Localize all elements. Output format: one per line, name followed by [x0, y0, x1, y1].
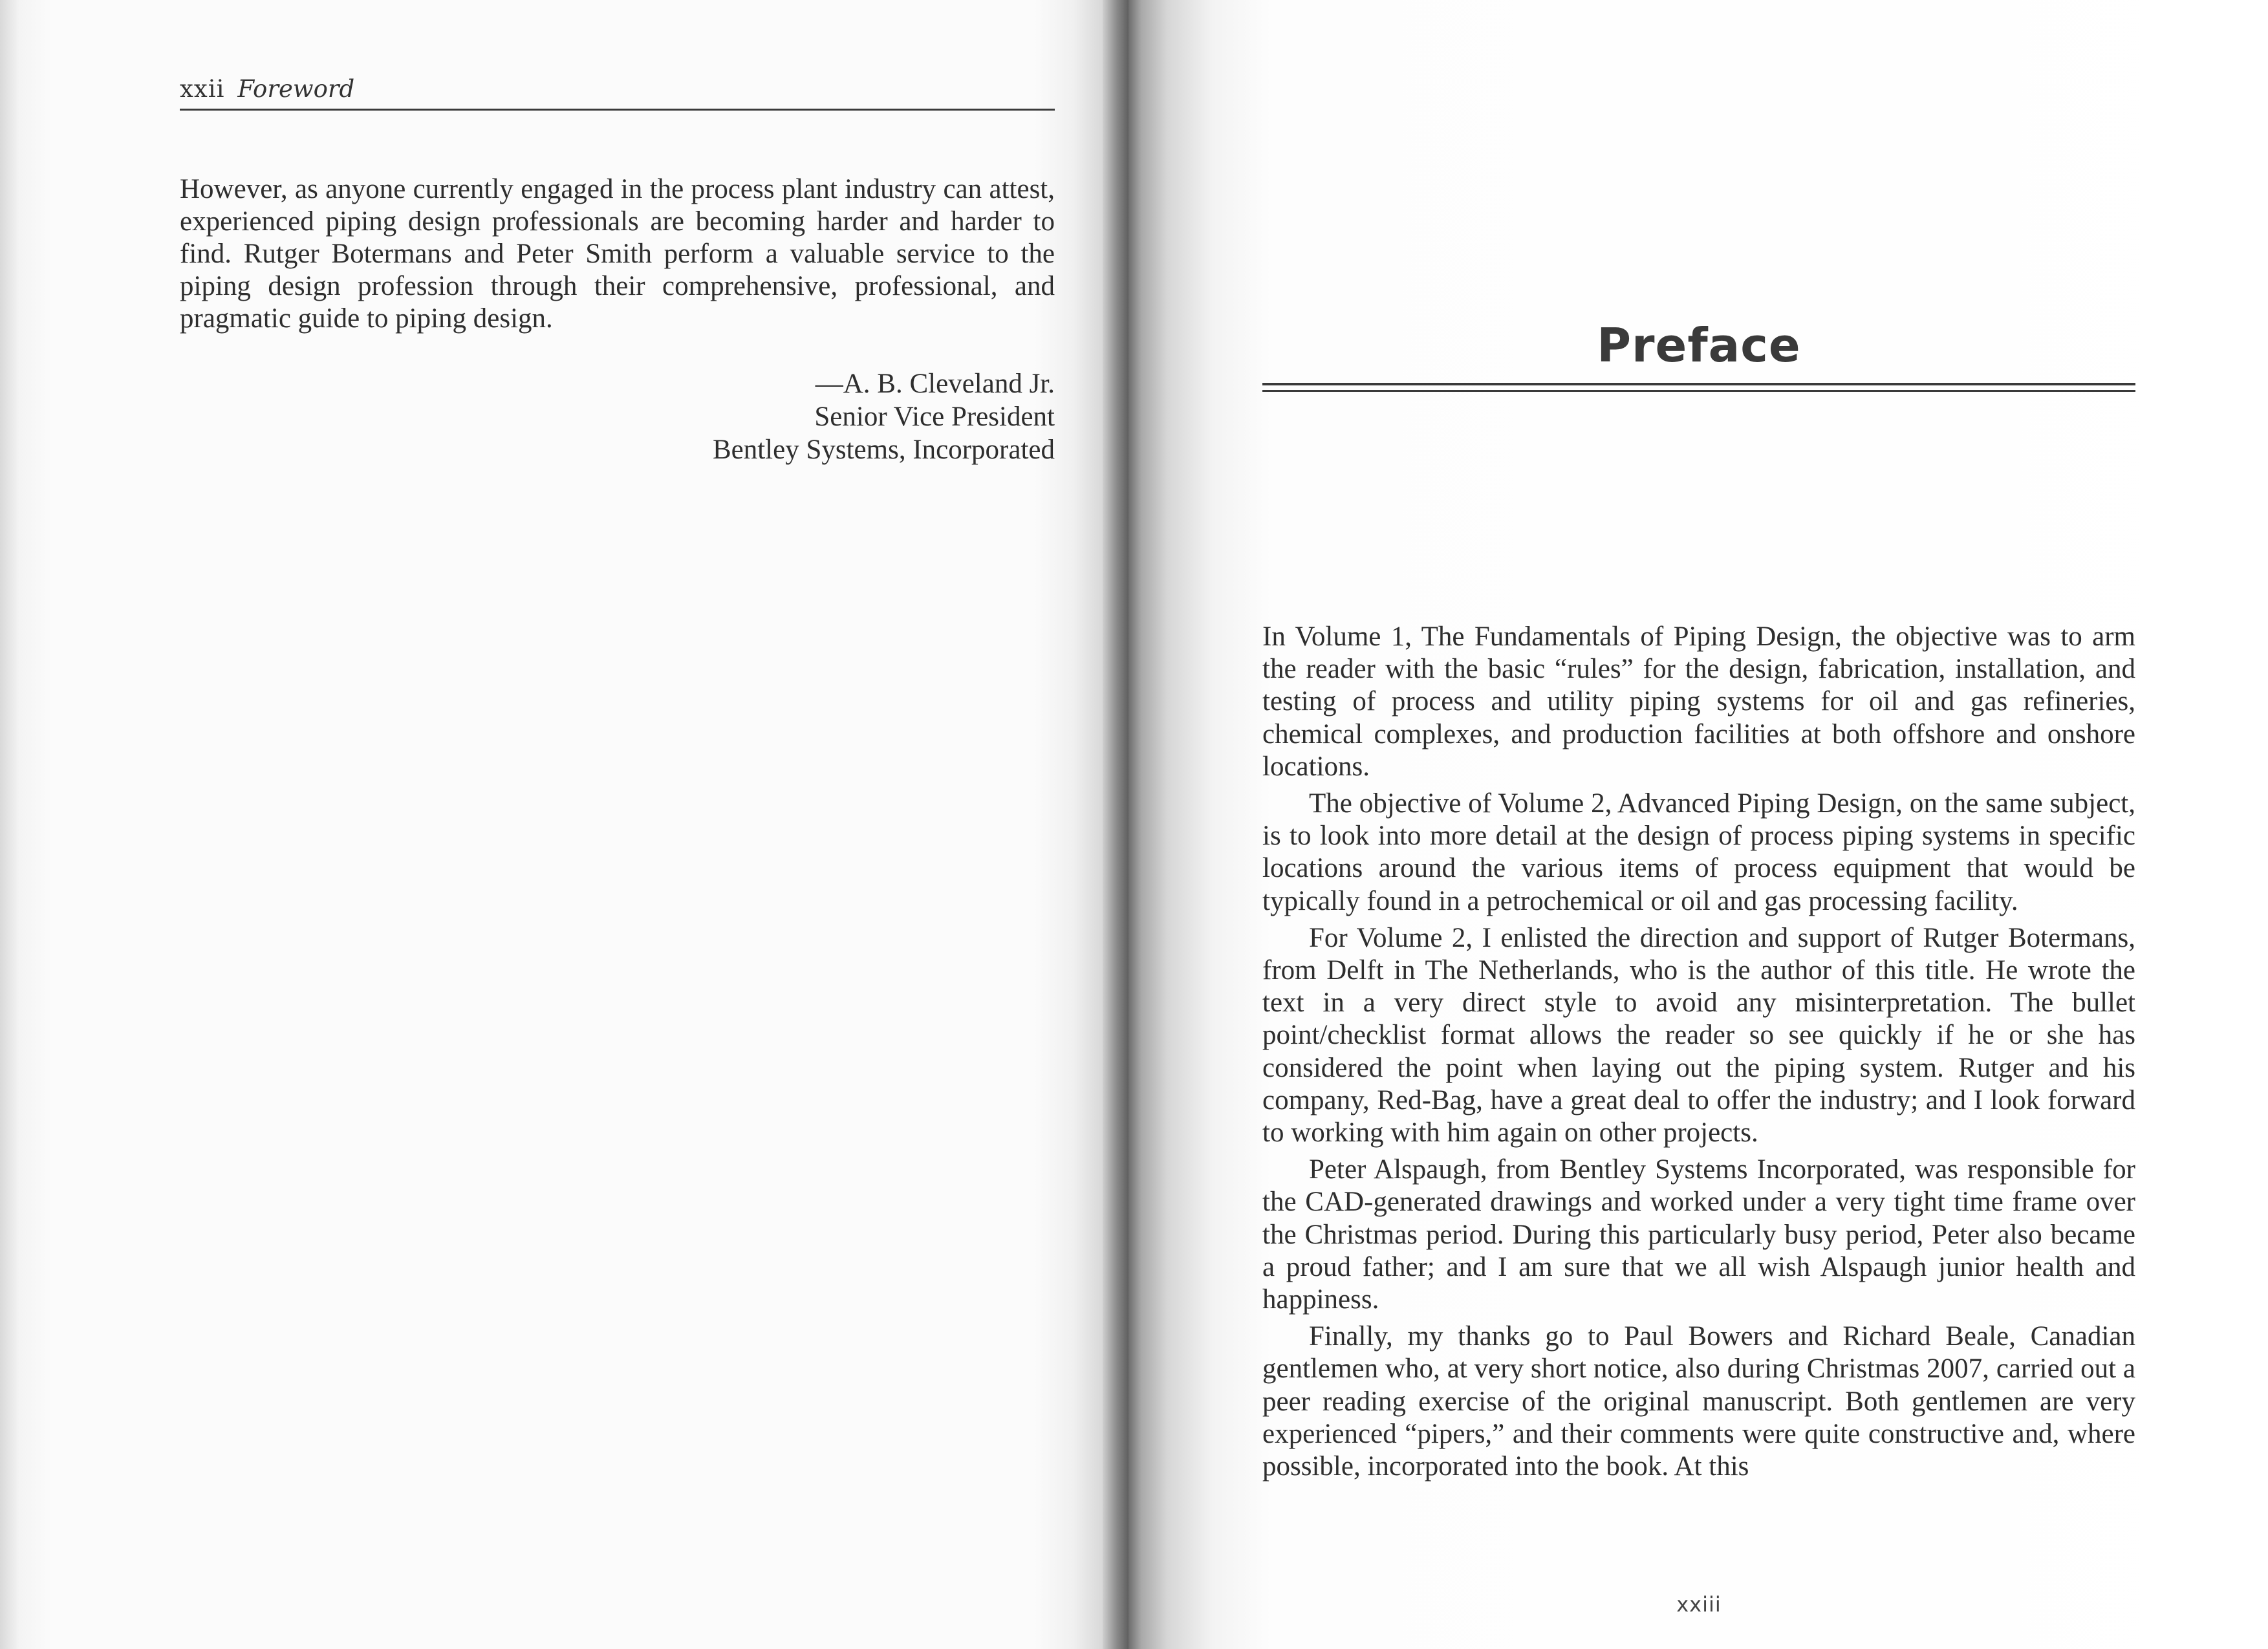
- preface-paragraph: Peter Alspaugh, from Bentley Systems Incorporated, was responsible for the CAD-generated drawings and worked under a very tight time frame over the Christmas period. During this particularly busy period, Peter also became a proud father; and I am sure that we all wish Alspaugh junior health and happiness.: [1262, 1154, 2135, 1315]
- section-name: Foreword: [237, 75, 355, 103]
- preface-paragraph: Finally, my thanks go to Paul Bowers and Richard Beale, Canadian gentlemen who, at very short notice, also during Christmas 2007, carried out a peer reading exercise of the original manuscript. Both gentlemen are very experienced “pipers,” and their comments were quite constructive and, where possible, incorporated into the book. At this: [1262, 1321, 2135, 1482]
- signature-name: —A. B. Cleveland Jr.: [815, 369, 1055, 399]
- signature-company: Bentley Systems, Incorporated: [712, 435, 1055, 465]
- foreword-signature: [582, 367, 1055, 466]
- signature-title: Senior Vice President: [814, 402, 1055, 432]
- preface-text: [1262, 621, 2135, 1483]
- preface-paragraph: The objective of Volume 2, Advanced Piping Design, on the same subject, is to look into more detail at the design of process piping systems in specific locations around the various items of process equipment that would be typically found in a petrochemical or oil and gas processing facility.: [1262, 788, 2135, 916]
- page-number-right: xxiii: [1676, 1592, 1722, 1617]
- title-rule-bottom: [1262, 390, 2135, 392]
- title-rule-top: [1262, 383, 2135, 385]
- book-gutter: [1103, 0, 1129, 1649]
- preface-paragraph: In Volume 1, The Fundamentals of Piping Design, the objective was to arm the reader with the basic “rules” for the design, fabrication, installation, and testing of process and utility piping systems for oil and gas refineries, chemical complexes, and production facilities at both offshore and onshore locations.: [1262, 621, 2135, 782]
- page-number-left: xxii: [180, 75, 225, 103]
- running-head-rule: [180, 109, 1055, 111]
- foreword-text: However, as anyone currently engaged in the process plant industry can attest, experienced piping design professionals are becoming harder and harder to find. Rutger Botermans and Peter Smith perform a valuable service to the piping design profession through their comprehensive, professional, and pragmatic guide to piping design.: [180, 174, 1055, 334]
- preface-paragraph: For Volume 2, I enlisted the direction and support of Rutger Botermans, from Delft in The Netherlands, who is the author of this title. He wrote the text in a very direct style to avoid any misinterpretation. The bullet point/checklist format allows the reader so see quickly if he or she has considered the point when laying out the piping system. Rutger and his company, Red-Bag, have a great deal to offer the industry; and I look forward to working with him again on other projects.: [1262, 922, 2135, 1148]
- running-head: [180, 75, 354, 103]
- chapter-title: Preface: [1597, 318, 1801, 372]
